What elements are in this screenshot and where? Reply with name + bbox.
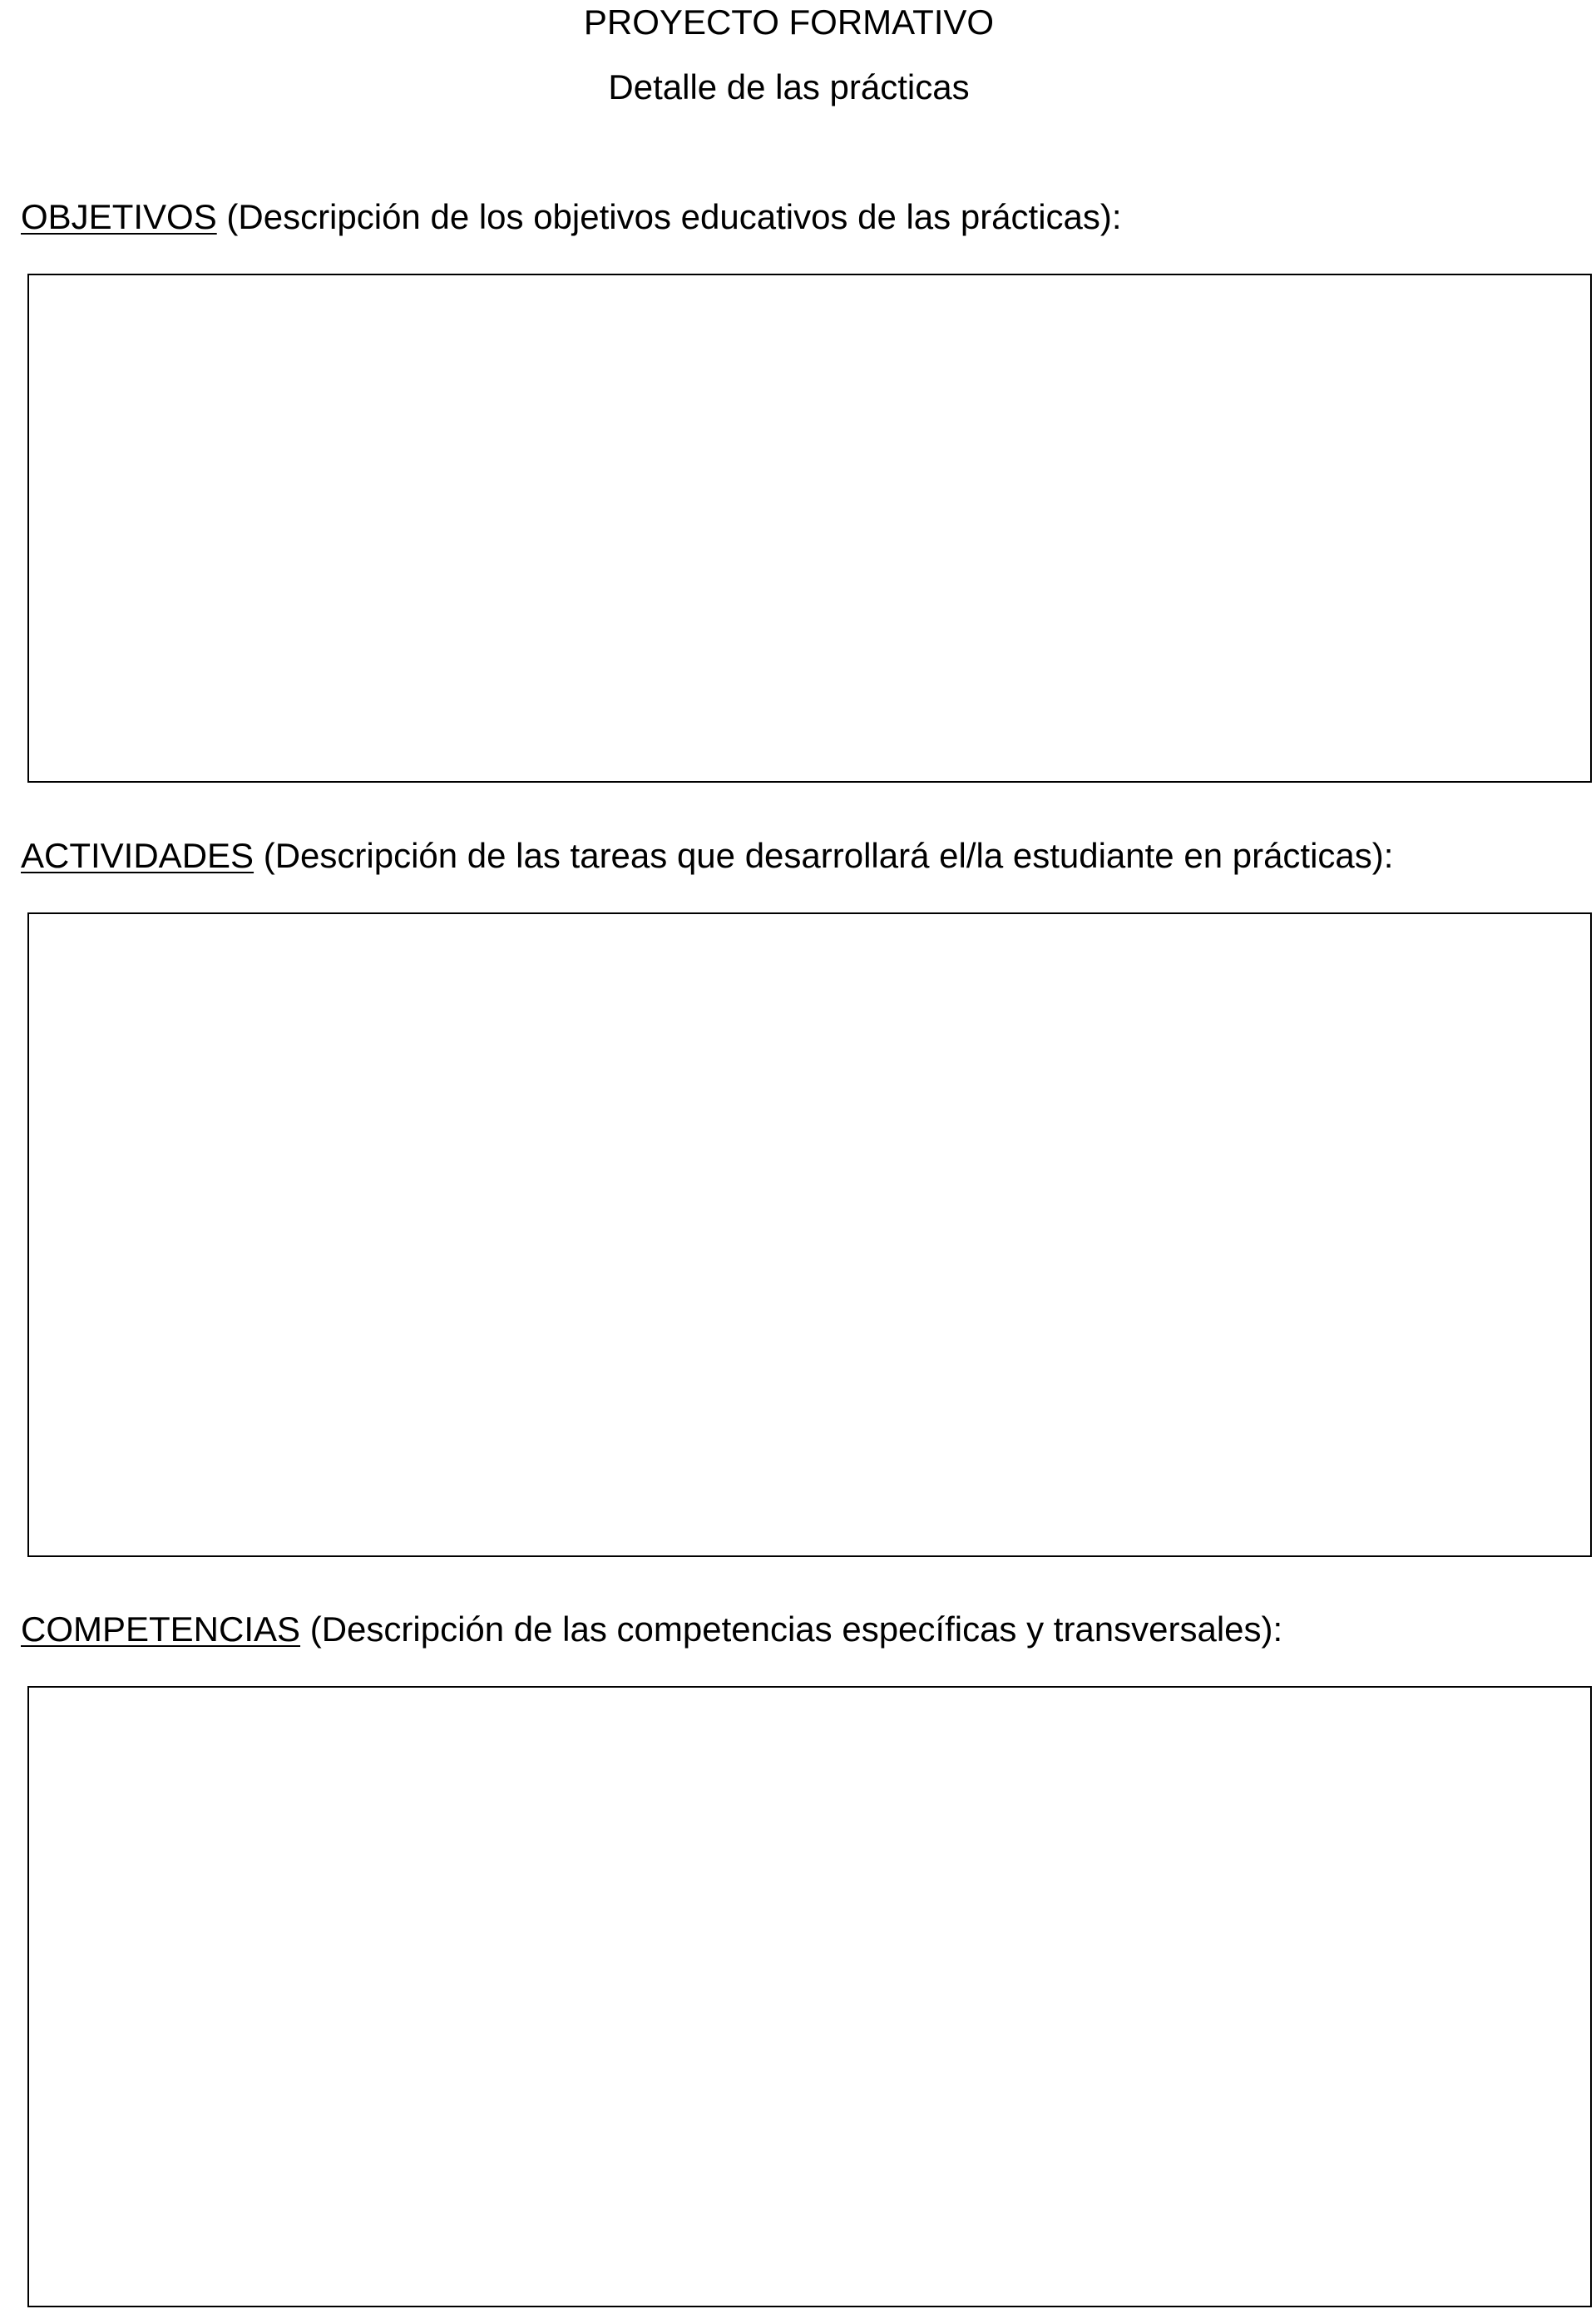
section-heading-actividades xyxy=(21,838,1393,873)
section-keyword: ACTIVIDADES xyxy=(21,836,254,875)
section-heading-objetivos xyxy=(21,197,1122,236)
document-subtitle: Detalle de las prácticas xyxy=(608,67,970,106)
section-heading-competencias xyxy=(21,1609,1283,1649)
document-title: PROYECTO FORMATIVO xyxy=(583,2,995,42)
competencias-answer-box[interactable] xyxy=(27,1686,1592,2307)
objetivos-answer-box[interactable] xyxy=(27,274,1592,783)
section-description: (Descripción de las tareas que desarrollará el/la estudiante en prácticas): xyxy=(254,836,1394,875)
section-description: (Descripción de las competencias específicas y transversales): xyxy=(300,1609,1283,1649)
actividades-answer-box[interactable] xyxy=(27,912,1592,1557)
section-description: (Descripción de los objetivos educativos de las prácticas): xyxy=(216,197,1122,236)
section-keyword: COMPETENCIAS xyxy=(21,1609,301,1649)
section-keyword: OBJETIVOS xyxy=(21,197,217,236)
